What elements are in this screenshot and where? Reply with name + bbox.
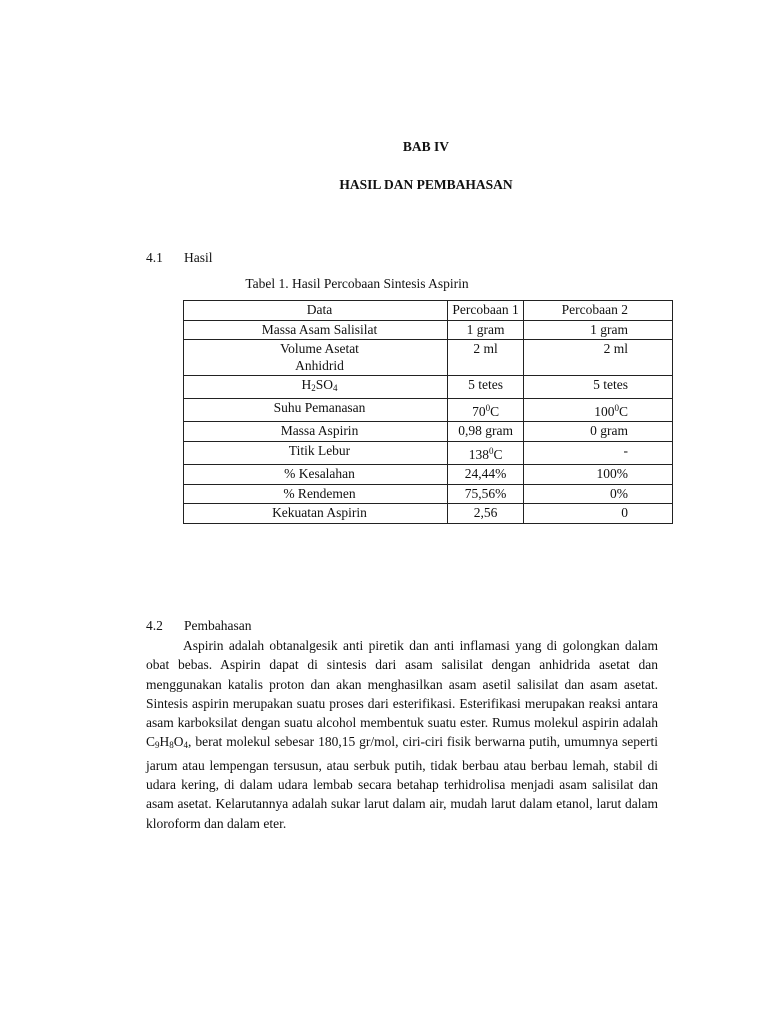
table-cell: Volume Asetat Anhidrid bbox=[184, 340, 448, 376]
table-cell: - bbox=[524, 441, 673, 465]
table-cell: 0,98 gram bbox=[448, 422, 524, 442]
column-header: Percobaan 1 bbox=[448, 301, 524, 321]
table-cell: 2 ml bbox=[524, 340, 673, 376]
table-cell: Massa Aspirin bbox=[184, 422, 448, 442]
table-cell: $70^0C$ bbox=[448, 398, 524, 422]
table-cell: $100^0C$ bbox=[524, 398, 673, 422]
table-cell: Suhu Pemanasan bbox=[184, 398, 448, 422]
section-number: 4.2 bbox=[146, 618, 163, 633]
table-cell: Kekuatan Aspirin bbox=[184, 504, 448, 524]
table-cell: 2 ml bbox=[448, 340, 524, 376]
table-cell: Massa Asam Salisilat bbox=[184, 320, 448, 340]
table-cell: 24,44% bbox=[448, 465, 524, 485]
section-title: Hasil bbox=[184, 250, 213, 265]
discussion-paragraph: Aspirin adalah obtanalgesik anti piretik dan anti inflamasi yang di golongkan dalam obat bebas. Aspirin dapat di sintesis dari asam salisilat dengan anhidrida asetat dan menggunakan katalis proton dan akan menghasilkan asam asetil salisilat dan asam asetat. Sintesis aspirin merupakan suatu proses dari esterifikasi. Esterifikasi merupakan reaksi antara asam karboksilat dengan suatu alcohol membentuk suatu ester. Rumus molekul aspirin adalah $C_9H_8O_4$, berat molekul sebesar 180,15 gr/mol, ciri-ciri fisik berwarna putih, umumnya seperti jarum atau lempengan tersusun, atau serbuk putih, tidak berbau atau berbau lemah, stabil di udara kering, di dalam udara lembab secara betahap terhidrolisa menjadi asam salisilat dan asam asetat. Kelarutannya adalah sukar larut dalam air, mudah larut dalam etanol, larut dalam kloroform dan dalam eter. bbox=[146, 638, 658, 831]
table-cell: 5 tetes bbox=[524, 376, 673, 399]
table-cell: 0% bbox=[524, 484, 673, 504]
table-cell: % Kesalahan bbox=[184, 465, 448, 485]
table-cell: 5 tetes bbox=[448, 376, 524, 399]
table-row bbox=[184, 422, 673, 442]
table-cell: 0 bbox=[524, 504, 673, 524]
table-cell: % Rendemen bbox=[184, 484, 448, 504]
section-title: Pembahasan bbox=[184, 618, 252, 633]
table-caption: Tabel 1. Hasil Percobaan Sintesis Aspirin bbox=[245, 276, 469, 291]
section-heading-pembahasan bbox=[146, 618, 251, 634]
table-header-row bbox=[184, 301, 673, 321]
table-row bbox=[184, 340, 673, 376]
table-cell: 75,56% bbox=[448, 484, 524, 504]
table-cell: $H_2SO_4$ bbox=[184, 376, 448, 399]
table-row bbox=[184, 376, 673, 399]
table-cell: 0 gram bbox=[524, 422, 673, 442]
table-row bbox=[184, 441, 673, 465]
column-header: Percobaan 2 bbox=[524, 301, 673, 321]
section-number: 4.1 bbox=[146, 250, 163, 265]
table-cell: 100% bbox=[524, 465, 673, 485]
table-row bbox=[184, 320, 673, 340]
table-cell: 1 gram bbox=[524, 320, 673, 340]
section-heading-hasil bbox=[146, 250, 213, 266]
table-row bbox=[184, 398, 673, 422]
table-cell: $138^0C$ bbox=[448, 441, 524, 465]
table-cell: Titik Lebur bbox=[184, 441, 448, 465]
table-row bbox=[184, 465, 673, 485]
chapter-heading: BAB IV bbox=[402, 139, 450, 154]
column-header: Data bbox=[184, 301, 448, 321]
table-cell: 2,56 bbox=[448, 504, 524, 524]
table-row bbox=[184, 504, 673, 524]
chapter-title: HASIL DAN PEMBAHASAN bbox=[339, 177, 513, 192]
table-cell: 1 gram bbox=[448, 320, 524, 340]
table-row bbox=[184, 484, 673, 504]
results-table bbox=[183, 300, 673, 524]
